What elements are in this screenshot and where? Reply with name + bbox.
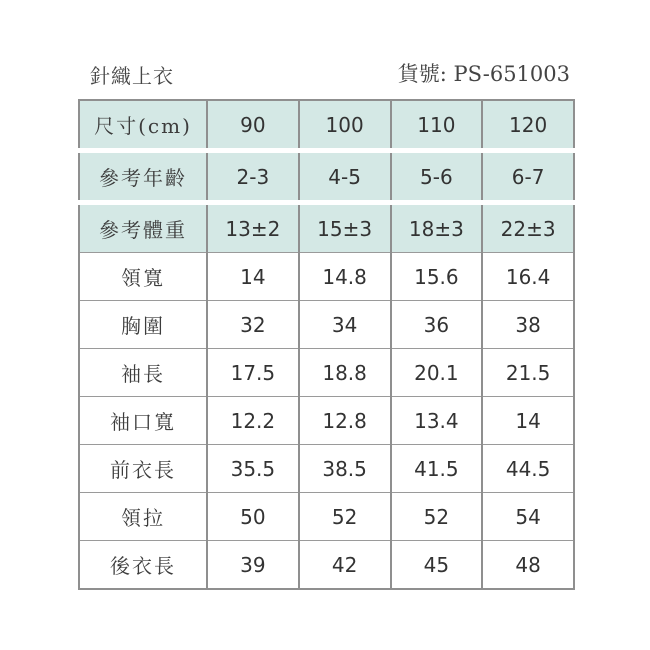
table-row	[79, 253, 574, 301]
table-cell: 44.5	[482, 445, 574, 493]
table-cell: 12.8	[299, 397, 391, 445]
table-row	[79, 397, 574, 445]
table-cell: 38.5	[299, 445, 391, 493]
table-row	[79, 349, 574, 397]
table-cell: 2-3	[207, 151, 299, 203]
table-row-weight	[79, 203, 574, 253]
table-row	[79, 301, 574, 349]
table-row	[79, 445, 574, 493]
row-label: 參考年齡	[79, 151, 207, 203]
table-cell: 15±3	[299, 203, 391, 253]
table-row-age	[79, 151, 574, 203]
table-cell: 13.4	[391, 397, 483, 445]
table-cell: 13±2	[207, 203, 299, 253]
table-cell: 6-7	[482, 151, 574, 203]
row-label: 領拉	[79, 493, 207, 541]
table-cell: 41.5	[391, 445, 483, 493]
table-cell: 14	[482, 397, 574, 445]
size-chart-table	[78, 99, 575, 590]
table-cell: 52	[391, 493, 483, 541]
row-label: 領寬	[79, 253, 207, 301]
table-cell: 100	[299, 100, 391, 151]
row-label: 尺寸(cm)	[79, 100, 207, 151]
table-cell: 120	[482, 100, 574, 151]
table-cell: 42	[299, 541, 391, 590]
table-row-size	[79, 100, 574, 151]
table-cell: 90	[207, 100, 299, 151]
table-cell: 110	[391, 100, 483, 151]
table-cell: 14	[207, 253, 299, 301]
table-cell: 5-6	[391, 151, 483, 203]
table-cell: 45	[391, 541, 483, 590]
table-cell: 36	[391, 301, 483, 349]
row-label: 後衣長	[79, 541, 207, 590]
table-cell: 52	[299, 493, 391, 541]
table-row	[79, 493, 574, 541]
table-cell: 16.4	[482, 253, 574, 301]
row-label: 胸圍	[79, 301, 207, 349]
row-label: 袖長	[79, 349, 207, 397]
product-code: 貨號: PS-651003	[397, 62, 570, 86]
table-cell: 54	[482, 493, 574, 541]
table-row	[79, 541, 574, 590]
row-label: 前衣長	[79, 445, 207, 493]
row-label: 參考體重	[79, 203, 207, 253]
table-cell: 32	[207, 301, 299, 349]
table-cell: 38	[482, 301, 574, 349]
table-cell: 15.6	[391, 253, 483, 301]
table-cell: 39	[207, 541, 299, 590]
table-cell: 48	[482, 541, 574, 590]
table-cell: 34	[299, 301, 391, 349]
table-cell: 14.8	[299, 253, 391, 301]
table-cell: 50	[207, 493, 299, 541]
table-cell: 21.5	[482, 349, 574, 397]
table-cell: 12.2	[207, 397, 299, 445]
table-cell: 18±3	[391, 203, 483, 253]
table-cell: 22±3	[482, 203, 574, 253]
product-title: 針織上衣	[90, 64, 174, 88]
row-label: 袖口寬	[79, 397, 207, 445]
table-cell: 4-5	[299, 151, 391, 203]
table-cell: 20.1	[391, 349, 483, 397]
table-cell: 18.8	[299, 349, 391, 397]
table-cell: 17.5	[207, 349, 299, 397]
table-cell: 35.5	[207, 445, 299, 493]
